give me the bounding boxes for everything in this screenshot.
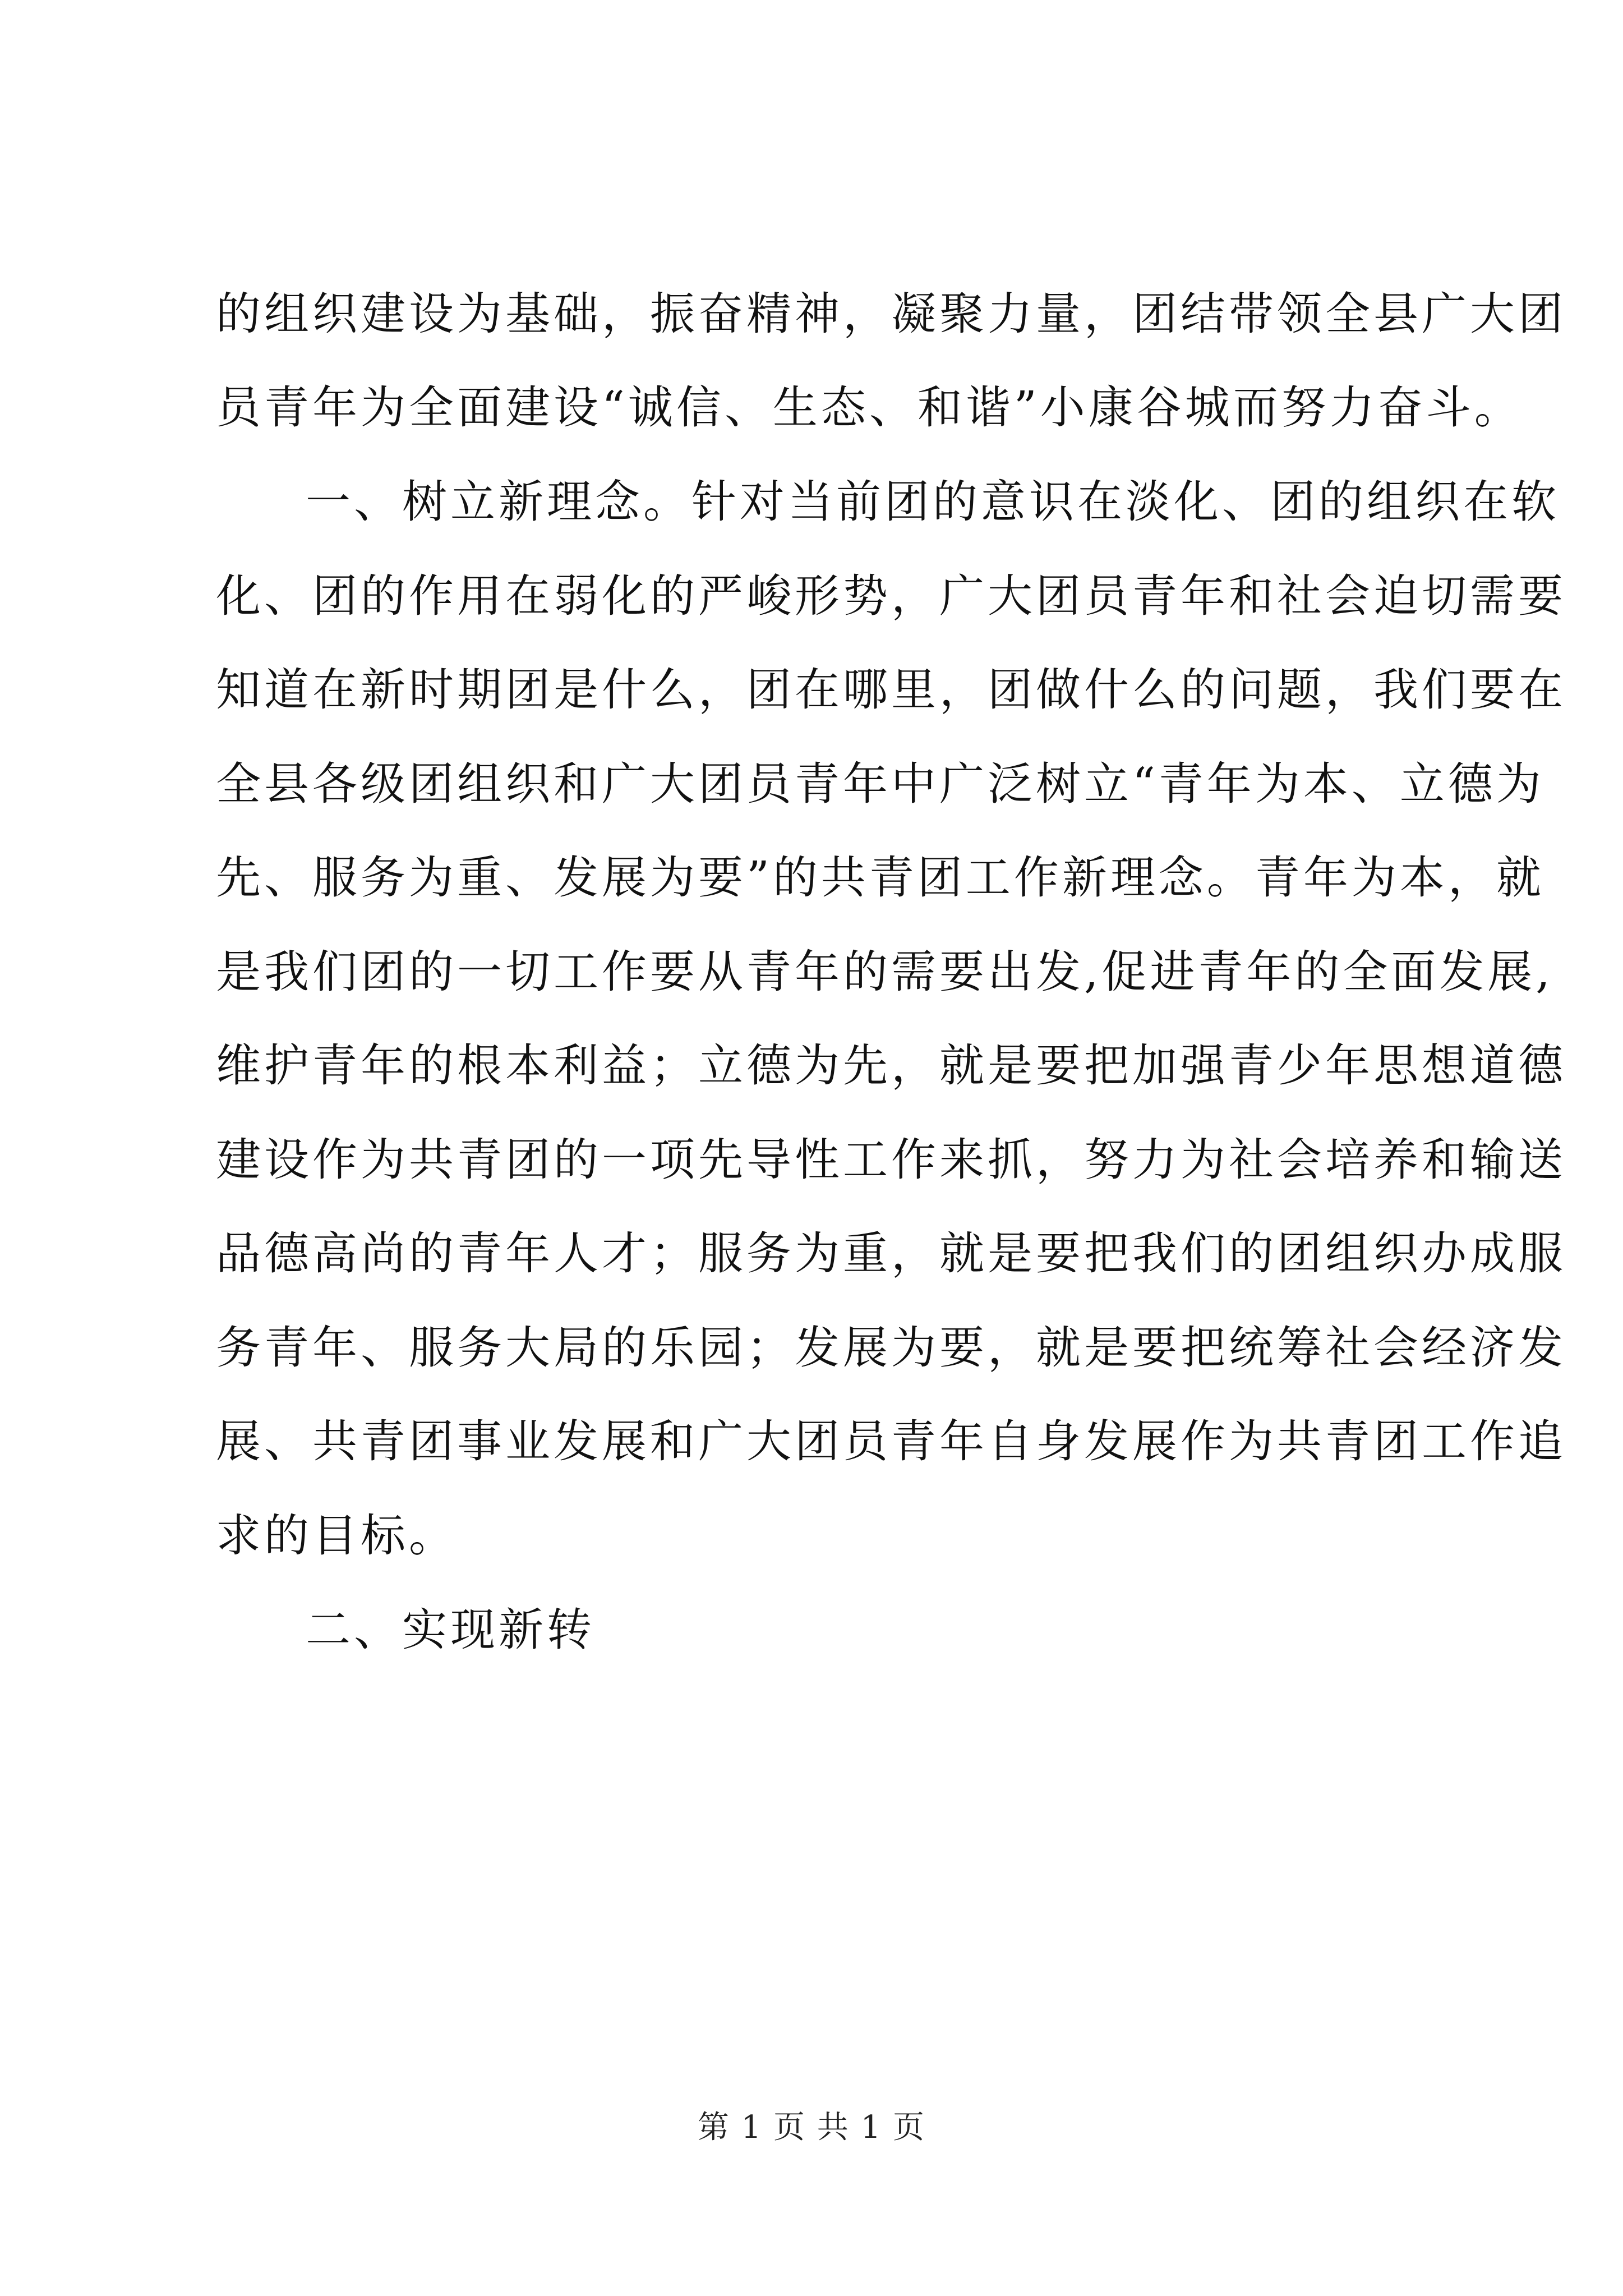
body-text-line: 先、服务为重、发展为要”的共青团工作新理念。青年为本，就 [216,852,1544,904]
body-text-line: 务青年、服务大局的乐园；发展为要，就是要把统筹社会经济发 [216,1322,1566,1374]
body-text-line: 展、共青团事业发展和广大团员青年自身发展作为共青团工作追 [216,1415,1566,1467]
body-text-line: 品德高尚的青年人才；服务为重，就是要把我们的团组织办成服 [216,1227,1566,1280]
body-text-line: 员青年为全面建设“诚信、生态、和谐”小康谷城而努力奋斗。 [216,381,1523,434]
page-number-footer: 第 1 页 共 1 页 [697,2109,926,2146]
body-text-line: 全县各级团组织和广大团员青年中广泛树立“青年为本、立德为 [216,758,1544,810]
body-text-line: 知道在新时期团是什么，团在哪里，团做什么的问题，我们要在 [216,664,1566,716]
body-text-line: 是我们团的一切工作要从青年的需要出发,促进青年的全面发展, [216,946,1553,998]
body-text-line: 化、团的作用在弱化的严峻形势，广大团员青年和社会迫切需要 [216,570,1566,622]
body-text-line: 维护青年的根本利益；立德为先，就是要把加强青少年思想道德 [216,1039,1566,1092]
section-heading-2: 二、实现新转 [306,1604,595,1656]
body-text-line: 建设作为共青团的一项先导性工作来抓，努力为社会培养和输送 [216,1134,1566,1186]
body-text-line: 求的目标。 [216,1510,457,1562]
body-text-line: 的组织建设为基础，振奋精神，凝聚力量，团结带领全县广大团 [216,288,1566,340]
section-heading-1: 一、树立新理念。针对当前团的意识在淡化、团的组织在软 [306,476,1560,528]
